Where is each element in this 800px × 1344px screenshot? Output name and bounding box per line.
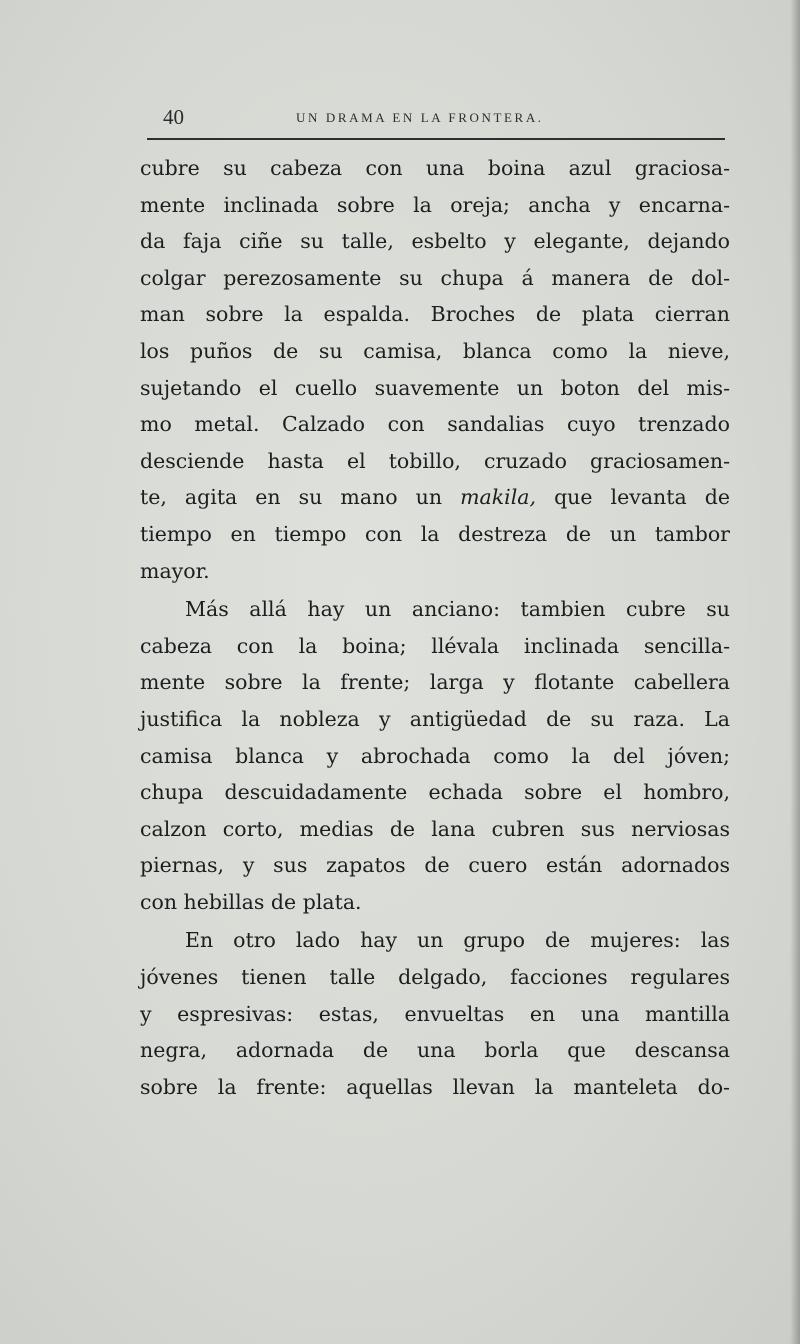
header-rule xyxy=(147,138,725,140)
running-head: UN DRAMA EN LA FRONTERA. xyxy=(296,110,544,125)
text-line: cubre su cabeza con una boina azul graciosa- xyxy=(140,156,730,180)
text-line: sobre la frente: aquellas llevan la manteleta do- xyxy=(140,1074,730,1099)
text-line: con hebillas de plata. xyxy=(140,889,362,914)
text-line: chupa descuidadamente echada sobre el hombro, xyxy=(140,780,730,805)
text-line: calzon corto, medias de lana cubren sus nerviosas xyxy=(140,816,730,841)
text-line: man sobre la espalda. Broches de plata cierran xyxy=(140,302,730,327)
text-line: jóvenes tienen talle delgado, facciones regulares xyxy=(140,965,730,990)
paragraph-3 xyxy=(140,922,730,1105)
page-number: 40 xyxy=(163,105,184,129)
text-line: y espresivas: estas, envueltas en una mantilla xyxy=(140,1001,730,1026)
text-line: desciende hasta el tobillo, cruzado graciosamen- xyxy=(140,448,730,473)
page-header xyxy=(140,100,725,136)
text-line: justifica la nobleza y antigüedad de su raza. La xyxy=(140,706,730,731)
text-line: da faja ciñe su talle, esbelto y elegante, dejando xyxy=(140,229,730,254)
paragraph-2 xyxy=(140,591,730,920)
text-line: negra, adornada de una borla que descansa xyxy=(140,1038,730,1063)
text-line: sujetando el cuello suavemente un boton del mis- xyxy=(140,375,730,400)
text-line: mayor. xyxy=(140,558,210,583)
page-edge-shadow xyxy=(790,0,800,1344)
italic-term: makila, xyxy=(460,485,537,510)
text-line: cabeza con la boina; llévala inclinada sencilla- xyxy=(140,633,730,658)
text-line: mente sobre la frente; larga y flotante cabellera xyxy=(140,670,730,695)
text-line: mente inclinada sobre la oreja; ancha y encarna- xyxy=(140,192,730,217)
paragraph-1 xyxy=(140,150,730,589)
text-line: Más allá hay un anciano: tambien cubre su xyxy=(185,597,730,622)
text-line: camisa blanca y abrochada como la del jóven; xyxy=(140,743,730,768)
text-line: En otro lado hay un grupo de mujeres: las xyxy=(185,928,730,953)
text-segment: te, agita en su mano un xyxy=(140,485,443,510)
text-line: colgar perezosamente su chupa á manera de dol- xyxy=(140,265,730,290)
text-line: piernas, y sus zapatos de cuero están adornados xyxy=(140,853,730,878)
text-line: los puños de su camisa, blanca como la nieve, xyxy=(140,338,730,363)
text-line: tiempo en tiempo con la destreza de un tambor xyxy=(140,521,730,546)
body-text xyxy=(140,150,730,1105)
text-line-with-italic xyxy=(140,479,730,516)
text-line: mo metal. Calzado con sandalias cuyo trenzado xyxy=(140,412,730,437)
text-segment: que levanta de xyxy=(554,485,730,510)
